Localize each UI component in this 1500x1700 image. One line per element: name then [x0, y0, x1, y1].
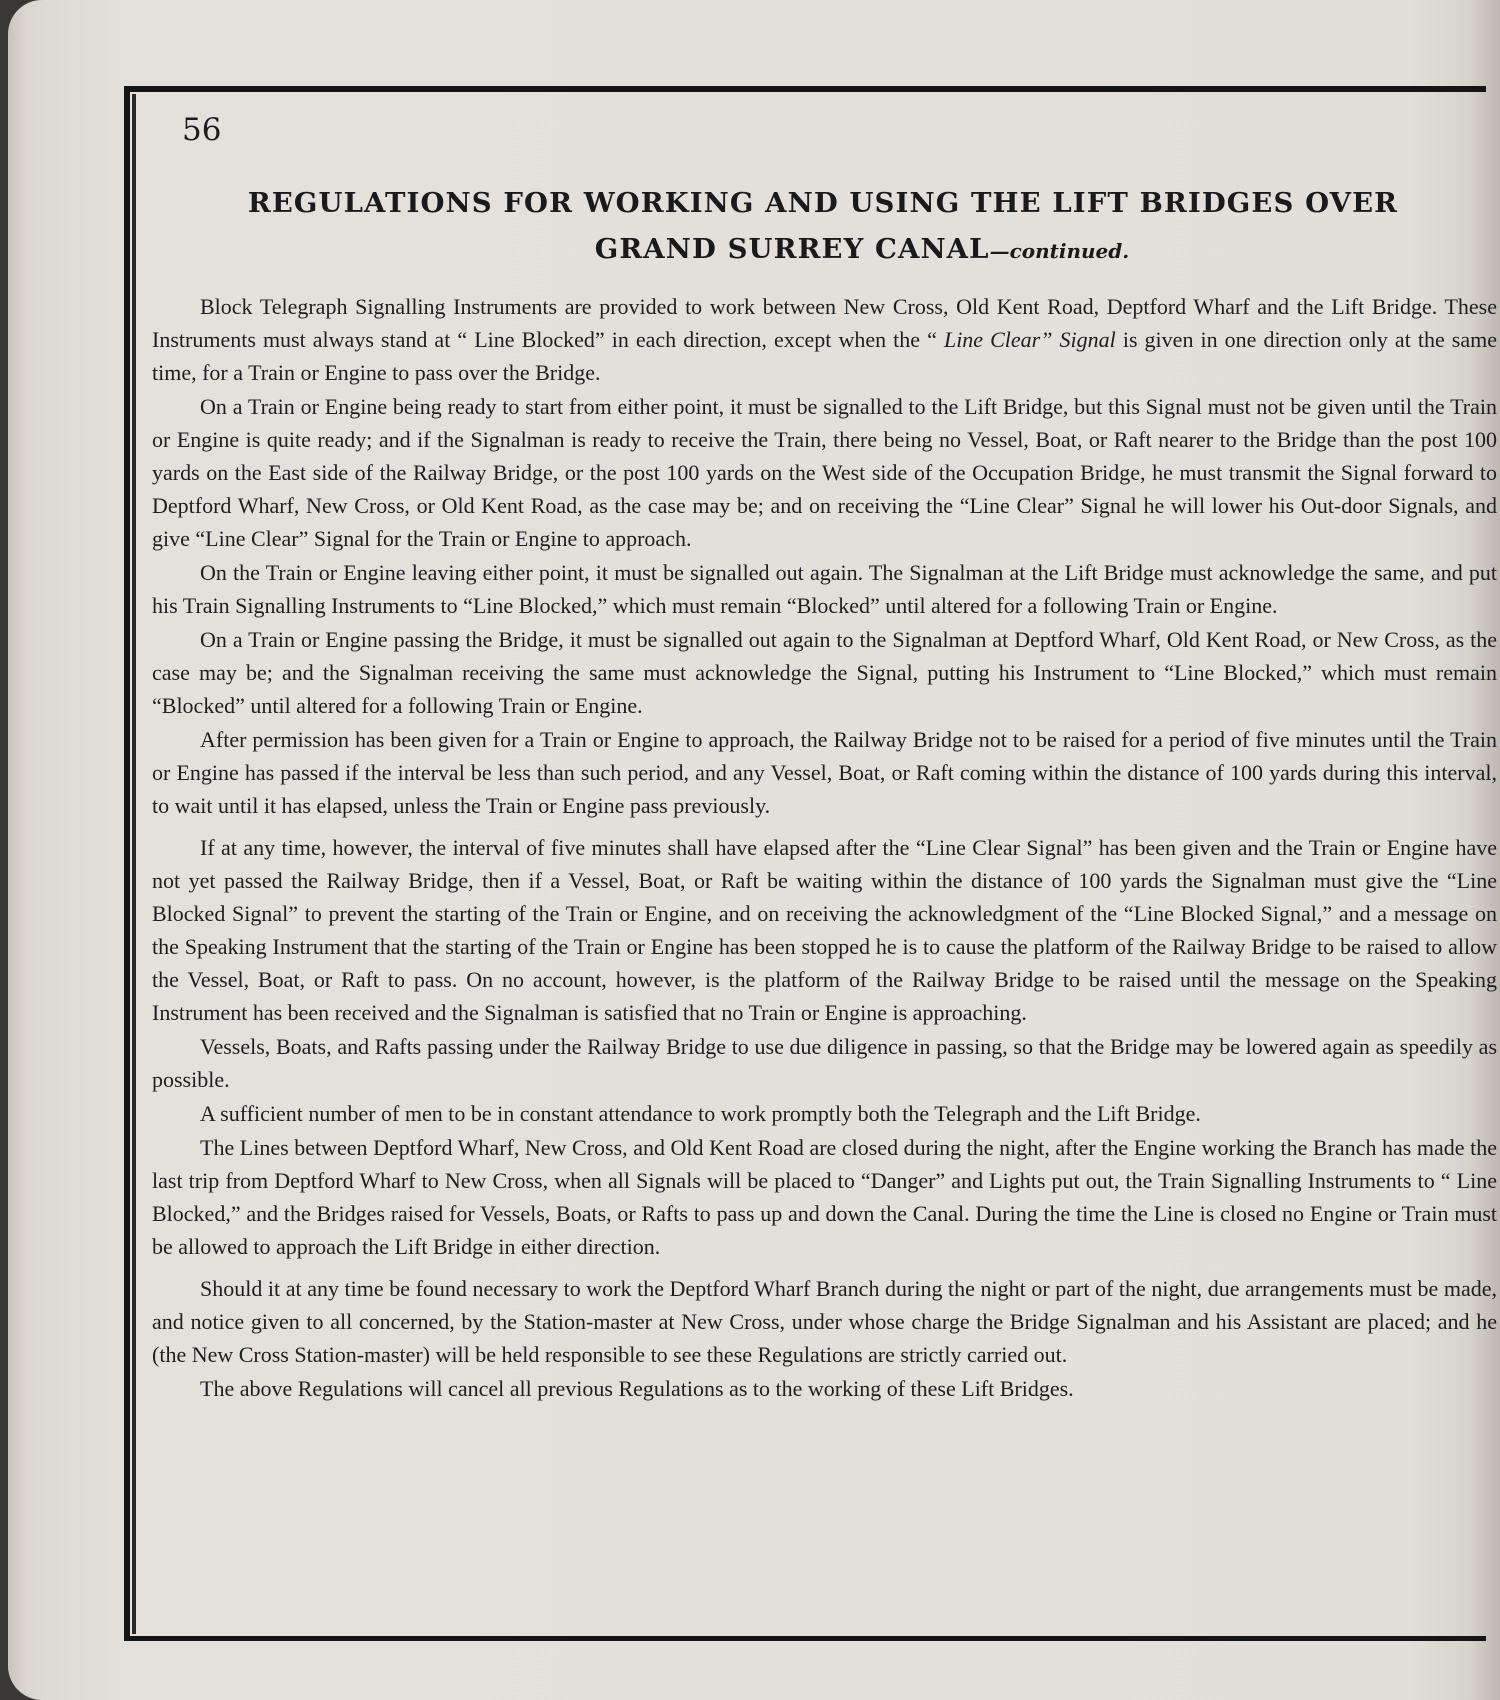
heading-continued-label: —continued. [989, 239, 1130, 263]
paragraph-block-telegraph [152, 290, 1497, 389]
paragraph-1-text-b: is given in one direction only at the same time, for a Train or Engine to pass over the Bridge. [152, 327, 1498, 385]
paragraph-night-working: Should it at any time be found necessary to work the Deptford Wharf Branch during the night or part of the night, due arrangements must be made, and notice given to all concerned, by the Station-master at New Cross, under whose charge the Bridge Signalman and his Assistant are placed; and he (the New Cross Station-master) will be held responsible to see these Regulations are strictly carried out. [152, 1276, 1497, 1367]
heading-line-2-text: GRAND SURREY CANAL [594, 233, 990, 265]
book-page [8, 0, 1500, 1700]
page-heading [158, 180, 1488, 274]
paragraph-five-minutes: After permission has been given for a Train or Engine to approach, the Railway Bridge not to be raised for a period of five minutes until the Train or Engine has passed if the interval be less than such period, and any Vessel, Boat, or Raft coming within the distance of 100 yards during this interval, to wait until it has elapsed, unless the Train or Engine pass previously. [152, 727, 1497, 818]
paragraph-1-text-a: Block Telegraph Signalling Instruments are provided to work between New Cross, Old Kent Road, Deptford Wharf and the Lift Bridge. These Instruments must always stand at “ Line Blocked” in each direction, except when the “ [152, 294, 1497, 352]
paragraph-lines-closed: The Lines between Deptford Wharf, New Cross, and Old Kent Road are closed during the night, after the Engine working the Branch has made the last trip from Deptford Wharf to New Cross, when all Signals will be placed to “Danger” and Lights put out, the Train Signalling Instruments to “ Line Blocked,” and the Bridges raised for Vessels, Boats, or Rafts to pass up and down the Canal. During the time the Line is closed no Engine or Train must be allowed to approach the Lift Bridge in either direction. [152, 1135, 1497, 1259]
paragraph-1-italic: Line Clear” Signal [943, 327, 1116, 352]
heading-line-2 [158, 226, 1488, 274]
paragraph-vessels-passing: Vessels, Boats, and Rafts passing under the Railway Bridge to use due diligence in passing, so that the Bridge may be lowered again as speedily as possible. [152, 1034, 1497, 1092]
paragraph-interval-elapsed: If at any time, however, the interval of five minutes shall have elapsed after the “Line Clear Signal” has been given and the Train or Engine have not yet passed the Railway Bridge, then if a Vessel, Boat, or Raft be waiting within the distance of 100 yards the Signalman must give the “Line Blocked Signal” to prevent the starting of the Train or Engine, and on receiving the acknowledgment of the “Line Blocked Signal,” and a message on the Speaking Instrument that the starting of the Train or Engine has been stopped he is to cause the platform of the Railway Bridge to be raised to allow the Vessel, Boat, or Raft to pass. On no account, however, is the platform of the Railway Bridge to be raised until the message on the Speaking Instrument has been received and the Signalman is satisfied that no Train or Engine is approaching. [152, 835, 1497, 1025]
paragraph-train-passing: On a Train or Engine passing the Bridge, it must be signalled out again to the Signalman at Deptford Wharf, Old Kent Road, or New Cross, as the case may be; and the Signalman receiving the same must acknowledge the Signal, putting his Instrument to “Line Blocked,” which must remain “Blocked” until altered for a following Train or Engine. [152, 627, 1497, 718]
page-number: 56 [182, 112, 222, 148]
paragraph-cancel-previous: The above Regulations will cancel all previous Regulations as to the working of these Lift Bridges. [200, 1376, 1074, 1401]
paragraph-train-ready: On a Train or Engine being ready to start from either point, it must be signalled to the Lift Bridge, but this Signal must not be given until the Train or Engine is quite ready; and if the Signalman is ready to receive the Train, there being no Vessel, Boat, or Raft nearer to the Bridge than the post 100 yards on the East side of the Railway Bridge, or the post 100 yards on the West side of the Occupation Bridge, he must transmit the Signal forward to Deptford Wharf, New Cross, or Old Kent Road, as the case may be; and on receiving the “Line Clear” Signal he will lower his Out-door Signals, and give “Line Clear” Signal for the Train or Engine to approach. [152, 394, 1497, 551]
heading-line-1: REGULATIONS FOR WORKING AND USING THE LIFT BRIDGES OVER [247, 187, 1399, 219]
inner-border-rule [132, 94, 136, 1634]
regulations-body [152, 290, 1497, 1406]
paragraph-attendance: A sufficient number of men to be in constant attendance to work promptly both the Telegraph and the Lift Bridge. [200, 1101, 1201, 1126]
paragraph-train-leaving: On the Train or Engine leaving either point, it must be signalled out again. The Signalman at the Lift Bridge must acknowledge the same, and put his Train Signalling Instruments to “Line Blocked,” which must remain “Blocked” until altered for a following Train or Engine. [152, 560, 1497, 618]
